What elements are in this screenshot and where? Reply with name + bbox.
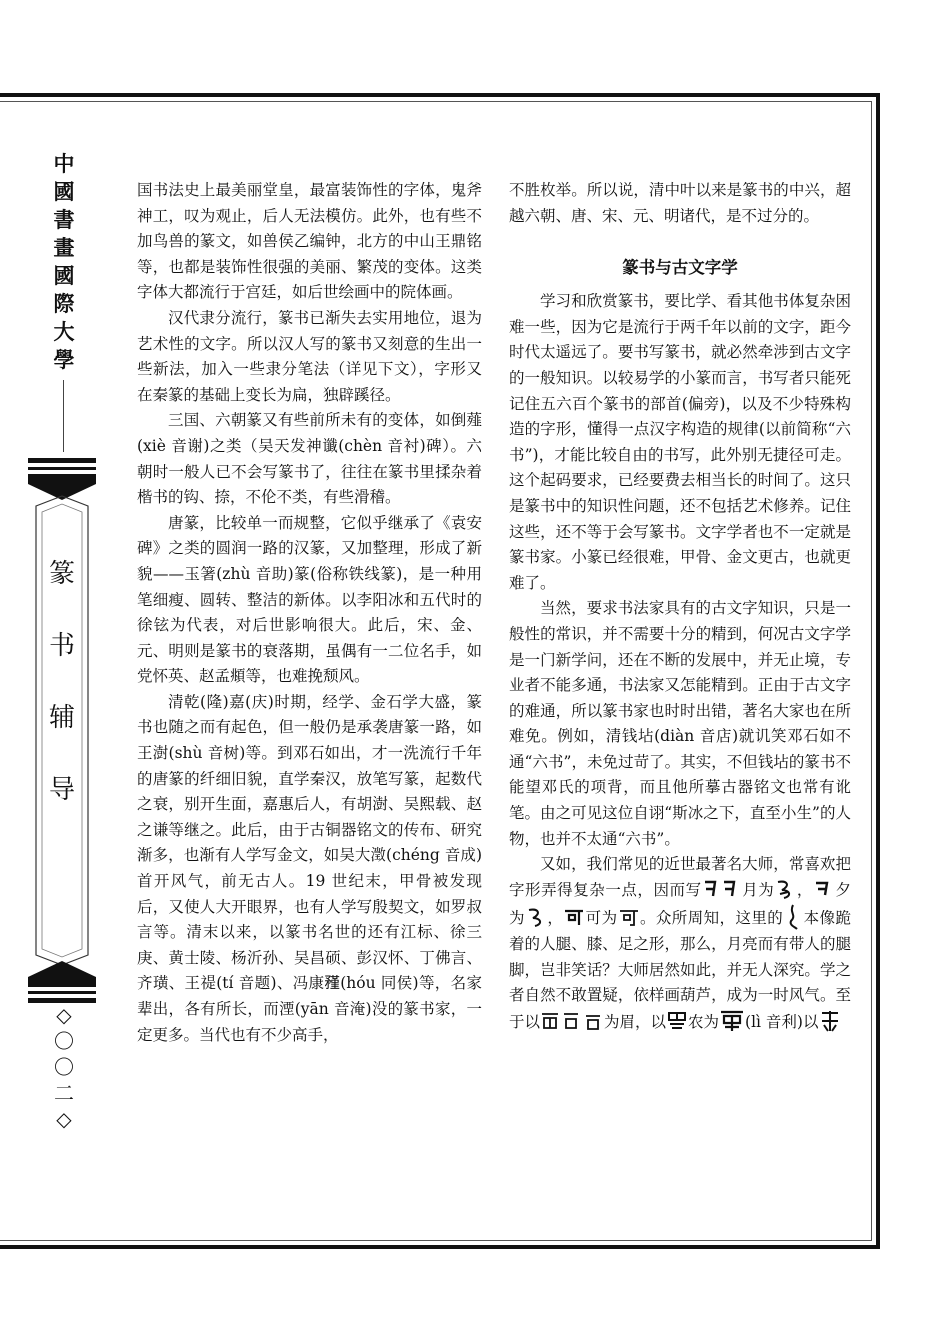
seal-glyph-icon xyxy=(774,878,796,900)
paragraph: 清乾(隆)嘉(庆)时期，经学、金石学大盛，篆书也随之而有起色，但一般仍是承袭唐篆一路，如王澍(shù 音树)等。到邓石如出，才一洗流行千年的唐篆的纤细旧貌，直学秦汉，放笔写篆，起数代之衰，别开生面，嘉惠后人，有胡澍、吴熙载、赵之谦等继之。此后，由于古铜器铭文的传布、研究渐多，也渐有人学写金文，如吴大澂(chéng 音成)首开风气，前无古人。19 世纪末，甲骨被发现后，又使人大开眼界，也有人学写殷契文，如罗叔言等。清末以来，以篆书名世的还有江标、徐三庚、黄士陵、杨沂孙、吴昌硕、彭汉怀、丁佛言、齐璜、王禔(tí 音题)、冯康𥎊(hóu 同侯)等，名家辈出，各有所长，而湮(yān 音淹)没的篆书家，一定更多。当代也有不少高手， xyxy=(137,692,482,1044)
text-run: ， xyxy=(546,909,564,928)
chapter-emblem xyxy=(22,458,102,1003)
seal-glyph-icon xyxy=(525,906,547,928)
left-column xyxy=(137,178,482,1048)
seal-glyph-icon xyxy=(563,907,585,927)
university-name: 中國書畫國際大學 xyxy=(53,151,75,372)
paragraph: 汉代隶分流行，篆书已渐失去实用地位，退为艺术性的文字。所以汉人写的篆书又刻意的生出一些新法，加入一些隶分笔法（详见下文），字形又在秦篆的基础上变长为扁，独辟蹊径。 xyxy=(137,308,482,404)
seal-glyph-icon xyxy=(719,1009,745,1033)
paragraph: 学习和欣赏篆书，要比学、看其他书体复杂困难一些，因为它是流行于两千年以前的文字，距今时代太遥远了。要书写篆书，就必然牵涉到古文字的一般知识。以较易学的小篆而言，书写者只能死记住五六百个篆书的部首(偏旁)，以及不少特殊构造的字形，懂得一点汉字构造的规律(以前简称“六书”)，才能比较自由的书写，此外别无捷径可走。这个起码要求，已经要费去相当长的时间了。这只是篆书中的知识性问题，还不包括艺术修养。记住这些，还不等于会写篆书。文字学者也不一定就是篆书家。小篆已经很难，甲骨、金文更古，也就更难了。 xyxy=(509,292,851,592)
seal-glyph-icon xyxy=(783,903,803,931)
text-run: 又如，我们常见的近世最著名大师，常喜欢把字形弄得复杂一点，因而写 xyxy=(509,855,851,899)
paragraph-with-glyphs xyxy=(509,852,851,1035)
divider xyxy=(63,380,64,452)
text-run: 本像跪着的人腿、膝、足之形，那么，月亮而有带人的腿脚，岂非笑话？大师居然如此，并无人深究。学之者自然不敢置疑，依样画葫芦，成为一时风气。至于以 xyxy=(509,909,851,1031)
text-run: 夕为 xyxy=(509,880,851,928)
text-run: ， xyxy=(796,880,813,899)
chapter-char: 导 xyxy=(48,775,75,805)
sidebar xyxy=(14,140,114,1140)
chapter-char: 辅 xyxy=(48,703,75,733)
seal-glyph-icon xyxy=(818,1009,842,1033)
right-column xyxy=(509,178,851,1035)
page-number: ◇〇〇二◇ xyxy=(54,1003,74,1131)
text-run: (lì 音利)以 xyxy=(745,1012,819,1031)
seal-glyph-icon xyxy=(540,1010,604,1032)
seal-glyph-icon xyxy=(702,879,742,899)
paragraph: 国书法史上最美丽堂皇，最富装饰性的字体，鬼斧神工，叹为观止，后人无法模仿。此外，也有些不加鸟兽的篆文，如兽侯乙编钟，北方的中山王鼎铭等，也都是装饰性很强的美丽、繁茂的变体。这类字体大都流行于宫廷，如后世绘画中的院体画。 xyxy=(137,181,482,302)
seal-glyph-icon xyxy=(666,1010,688,1032)
section-title: 篆书与古文字学 xyxy=(622,258,738,278)
seal-glyph-icon xyxy=(813,879,835,899)
text-run: 农为 xyxy=(688,1012,720,1031)
text-run: 月为 xyxy=(741,880,775,899)
text-run: 可为 xyxy=(585,909,618,928)
paragraph: 不胜枚举。所以说，清中叶以来是篆书的中兴，超越六朝、唐、宋、元、明诸代，是不过分的。 xyxy=(509,181,851,225)
chapter-char: 书 xyxy=(48,631,75,661)
seal-glyph-icon xyxy=(618,907,640,927)
paragraph: 唐篆，比较单一而规整，它似乎继承了《袁安碑》之类的圆润一路的汉篆，又加整理，形成了新貌——玉箸(zhù 音助)篆(俗称铁线篆)，是一种用笔细瘦、圆转、整洁的新体。以李阳冰和五代时的徐铉为代表，对后世影响很大。此后，宋、金、元、明则是篆书的衰落期，虽偶有一二位名手，如党怀英、赵孟頫等，也难挽颓风。 xyxy=(137,513,482,686)
paragraph: 三国、六朝篆又有些前所未有的变体，如倒薤(xiè 音谢)之类（吴天发神谶(chèn 音衬)碑）。六朝时一般人已不会写篆书了，往往在篆书里揉杂着楷书的钩、捺，不伦不类，有些滑稽。 xyxy=(137,411,482,507)
chapter-char: 篆 xyxy=(48,559,75,589)
text-run: 为眉，以 xyxy=(604,1012,667,1031)
text-run: 。众所周知，这里的 xyxy=(639,909,784,928)
paragraph: 当然，要求书法家具有的古文字知识，只是一般性的常识，并不需要十分的精到，何况古文字学是一门新学问，还在不断的发展中，并无止境，专业者不能多通，书法家又怎能精到。正由于古文字的难通，所以篆书家也时时出错，著名大家也在所难免。例如，清钱坫(diàn 音店)就讥笑邓石如不通“六书”，未免过苛了。其实，不但钱坫的篆书不能望邓氏的项背，而且他所摹古器铭文也常有讹笔。由之可见这位自诩“斯冰之下，直至小生”的人物，也并不太通“六书”。 xyxy=(509,599,851,848)
